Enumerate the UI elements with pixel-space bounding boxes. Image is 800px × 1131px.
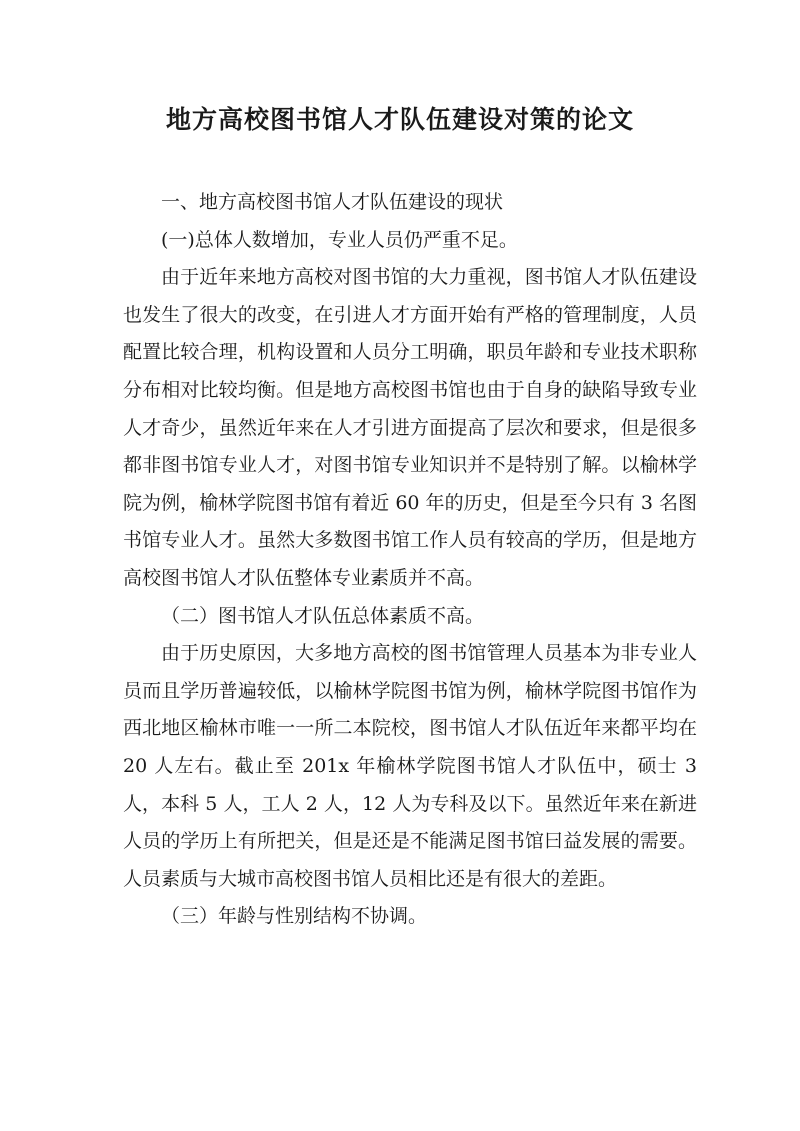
subsection-heading-2: （二）图书馆人才队伍总体素质不高。 xyxy=(161,604,485,627)
body-paragraph-2: 由于历史原因，大多地方高校的图书馆管理人员基本为非专业人员而且学历普遍较低，以榆林学院图书馆为例，榆林学院图书馆作为西北地区榆林市唯一一所二本院校，图书馆人才队伍近年来都平均在 20 人左右。截止至 201x 年榆林学院图书馆人才队伍中，硕士 3 人，本科 5 人，工人 2 人，12 人为专科及以下。虽然近年来在新进人员的学历上有所把关，但是还是不能满足图书馆曰益发展的需要。人员素质与大城市高校图书馆人员相比还是有很大的差距。 xyxy=(123,642,697,890)
document-body xyxy=(123,184,697,936)
section-heading: 一、地方高校图书馆人才队伍建设的现状 xyxy=(161,191,504,213)
document-title: 地方高校图书馆人才队伍建设对策的论文 xyxy=(165,105,634,134)
body-paragraph-1: 由于近年来地方高校对图书馆的大力重视，图书馆人才队伍建设也发生了很大的改变，在引进人才方面开始有严格的管理制度，人员配置比较合理，机构设置和人员分工明确，职员年龄和专业技术职称分布相对比较均衡。但是地方高校图书馆也由于自身的缺陷导致专业人才奇少，虽然近年来在人才引进方面提高了层次和要求，但是很多都非图书馆专业人才，对图书馆专业知识并不是特别了解。以榆林学院为例，榆林学院图书馆有着近 60 年的历史，但是至今只有 3 名图书馆专业人才。虽然大多数图书馆工作人员有较高的学历，但是地方高校图书馆人才队伍整体专业素质并不高。 xyxy=(123,266,697,589)
subsection-heading-1: (一)总体人数增加，专业人员仍严重不足。 xyxy=(161,228,518,251)
subsection-heading-3: （三）年龄与性别结构不协调。 xyxy=(161,905,428,928)
